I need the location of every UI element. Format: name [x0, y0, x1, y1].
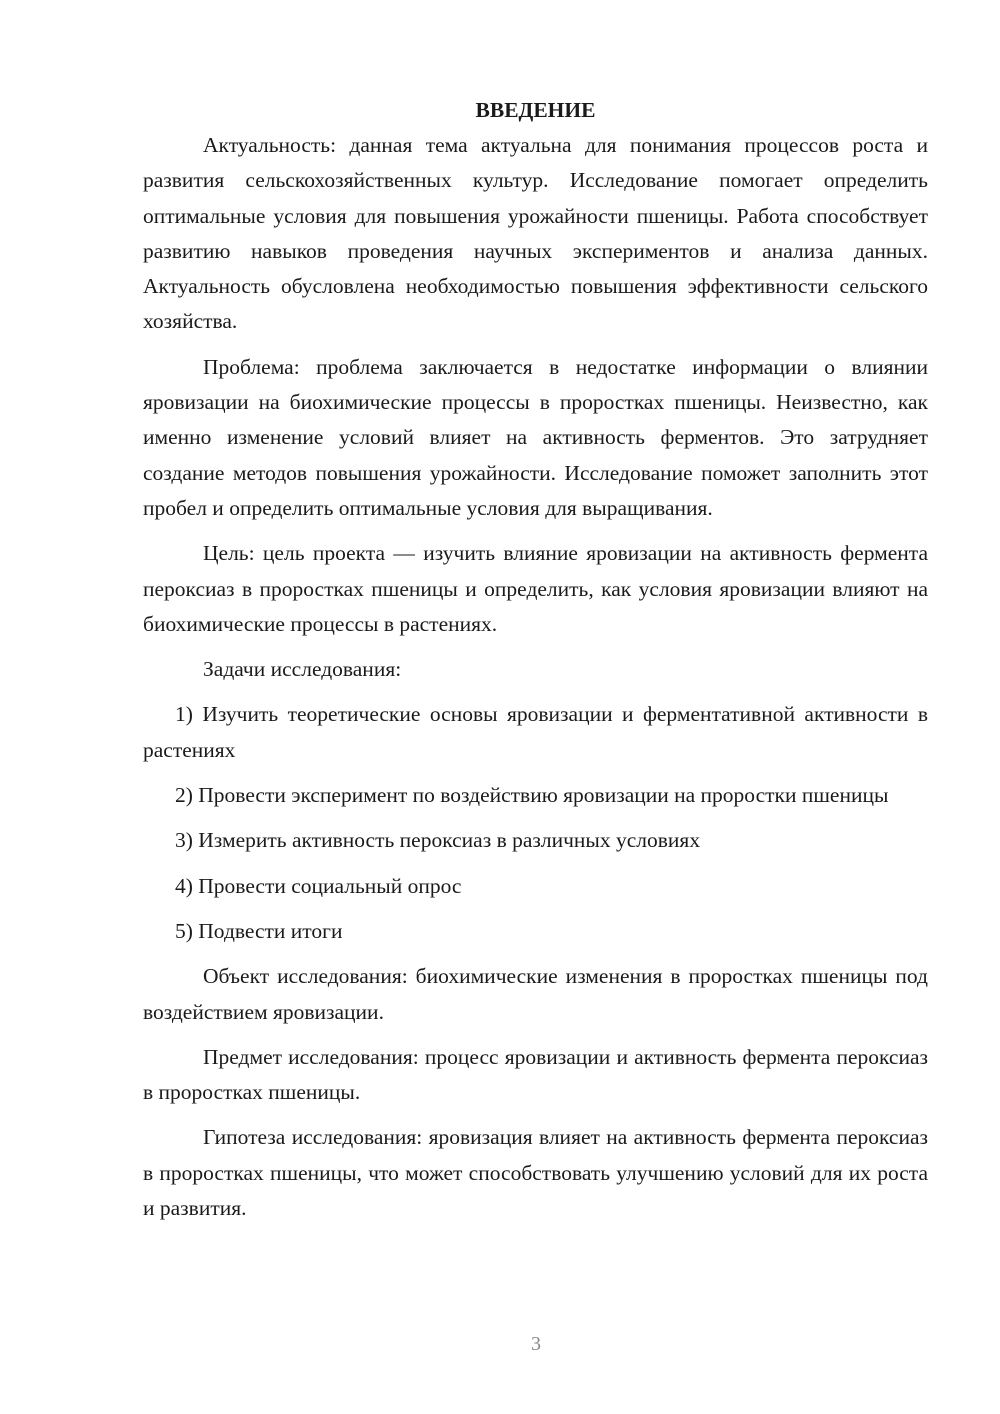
page-number: 3 — [531, 1333, 541, 1355]
relevance-paragraph: Актуальность: данная тема актуальна для понимания процессов роста и развития сельскохозяйственных культур. Исследование помогает определить оптимальные условия для повышения урожайности пшеницы. Работа способствует развитию навыков проведения научных экспериментов и анализа данных. Актуальность обусловлена необходимостью повышения эффективности сельского хозяйства. — [143, 133, 928, 334]
subject-paragraph: Предмет исследования: процесс яровизации и активность фермента пероксиаз в проростках пшеницы. — [143, 1044, 928, 1105]
task-item-1: 1) Изучить теоретические основы яровизации и ферментативной активности в растениях — [143, 702, 928, 762]
section-title: ВВЕДЕНИЕ — [475, 98, 596, 122]
hypothesis-paragraph: Гипотеза исследования: яровизация влияет на активность фермента пероксиаз в проростках пшеницы, что может способствовать улучшению условий для их роста и развития. — [143, 1125, 928, 1221]
task-item-5: 5) Подвести итоги — [175, 918, 343, 943]
goal-paragraph: Цель: цель проекта — изучить влияние яровизации на активность фермента пероксиаз в проростках пшеницы и определить, как условия яровизации влияют на биохимические процессы в растениях. — [143, 541, 928, 636]
tasks-heading: Задачи исследования: — [203, 657, 402, 682]
task-item-2: 2) Провести эксперимент по воздействию яровизации на проростки пшеницы — [175, 783, 889, 808]
object-paragraph: Объект исследования: биохимические изменения в проростках пшеницы под воздействием яровизации. — [143, 964, 928, 1024]
task-item-4: 4) Провести социальный опрос — [175, 873, 462, 898]
problem-paragraph: Проблема: проблема заключается в недостатке информации о влиянии яровизации на биохимические процессы в проростках пшеницы. Неизвестно, как именно изменение условий влияет на активность ферментов. Это затрудняет создание методов повышения урожайности. Исследование поможет заполнить этот пробел и определить оптимальные условия для выращивания. — [143, 354, 928, 520]
document-page — [143, 93, 928, 1236]
task-item-3: 3) Измерить активность пероксиаз в различных условиях — [175, 828, 701, 853]
